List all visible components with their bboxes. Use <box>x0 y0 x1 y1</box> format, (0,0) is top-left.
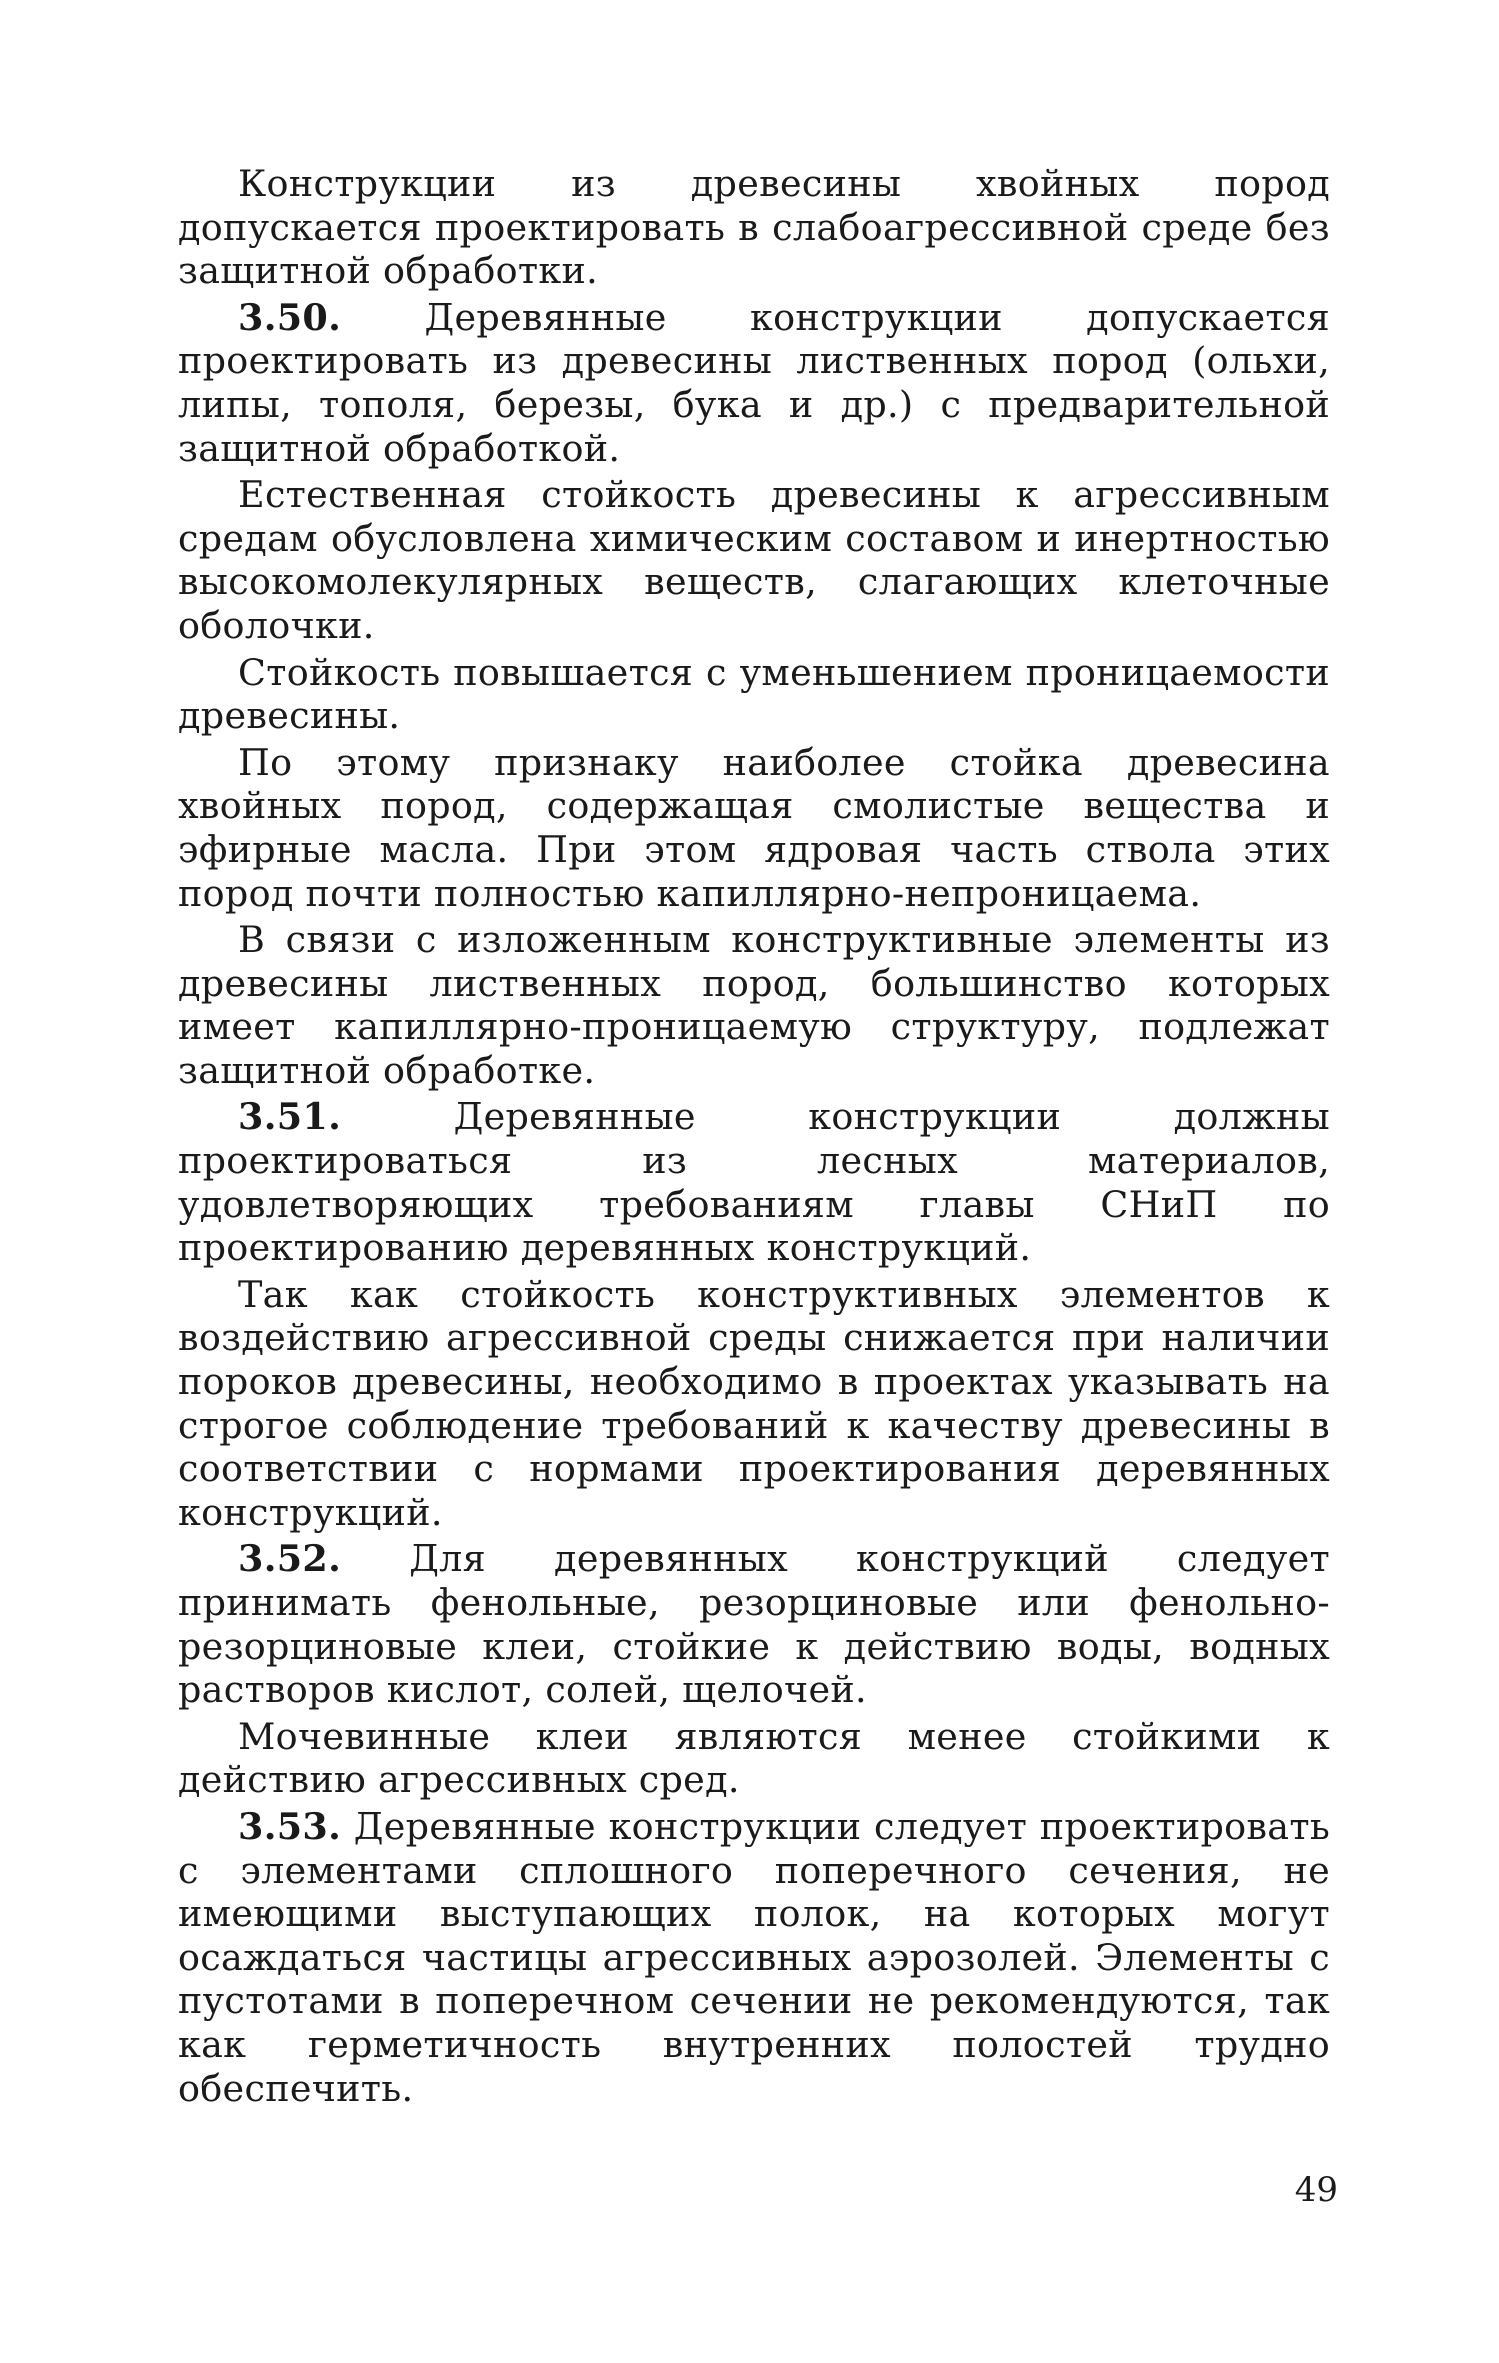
paragraph-3 <box>178 473 1330 647</box>
paragraph-text: Так как стойкость конструктивных элементов к воздействию агрессивной среды снижается при наличии пороков древесины, необходимо в проектах указывать на строгое соблюдение требований к качеству древесины в соответствии с нормами проектирования деревянных конструкций. <box>178 1272 1330 1534</box>
paragraph-6 <box>178 918 1330 1092</box>
paragraph-10 <box>178 1715 1330 1802</box>
paragraph-4 <box>178 651 1330 738</box>
paragraph-text: Естественная стойкость древесины к агрессивным средам обусловлена химическим составом и инертностью высокомолекулярных веществ, слагающих клеточные оболочки. <box>178 473 1330 647</box>
page-number: 49 <box>1294 2170 1338 2210</box>
paragraph-text: Мочевинные клеи являются менее стойкими к действию агрессивных сред. <box>178 1714 1330 1802</box>
page-body <box>178 162 1330 2113</box>
section-3-50 <box>178 296 1330 470</box>
section-number: 3.51. <box>238 1095 342 1139</box>
section-number: 3.52. <box>238 1537 342 1581</box>
paragraph-text: Деревянные конструкции следует проектировать с элементами сплошного поперечного сечения, не имеющими выступающих полок, на которых могут осаждаться частицы агрессивных аэрозолей. Элементы с пустотами в поперечном сечении не рекомендуются, так как герметичность внутренних полостей трудно обеспечить. <box>178 1804 1330 2110</box>
paragraph-text: Деревянные конструкции должны проектироваться из лесных материалов, удовлетворяющих требованиям главы СНиП по проектированию деревянных конструкций. <box>178 1095 1330 1270</box>
section-number: 3.50. <box>238 295 342 339</box>
paragraph-5 <box>178 741 1330 915</box>
section-3-51 <box>178 1095 1330 1269</box>
paragraph-text: По этому признаку наиболее стойка древесина хвойных пород, содержащая смолистые вещества и эфирные масла. При этом ядровая часть ствола этих пород почти полностью капиллярно-непроницаема. <box>178 740 1330 915</box>
paragraph-text: В связи с изложенным конструктивные элементы из древесины лиственных пород, большинство которых имеет капиллярно-проницаемую структуру, подлежат защитной обработке. <box>178 918 1330 1092</box>
paragraph-text: Стойкость повышается с уменьшением проницаемости древесины. <box>178 650 1330 738</box>
section-number: 3.53. <box>238 1804 342 1848</box>
paragraph-text: Деревянные конструкции допускается проектировать из древесины лиственных пород (ольхи, липы, тополя, березы, бука и др.) с предварительной защитной обработкой. <box>178 295 1330 470</box>
paragraph-text: Конструкции из древесины хвойных пород допускается проектировать в слабоагрессивной среде без защитной обработки. <box>178 162 1330 293</box>
paragraph-1 <box>178 162 1330 293</box>
paragraph-8 <box>178 1273 1330 1535</box>
section-3-52 <box>178 1537 1330 1711</box>
paragraph-text: Для деревянных конструкций следует принимать фенольные, резорциновые или фенольно-резорциновые клеи, стойкие к действию воды, водных растворов кислот, солей, щелочей. <box>178 1537 1330 1712</box>
section-3-53 <box>178 1805 1330 2110</box>
